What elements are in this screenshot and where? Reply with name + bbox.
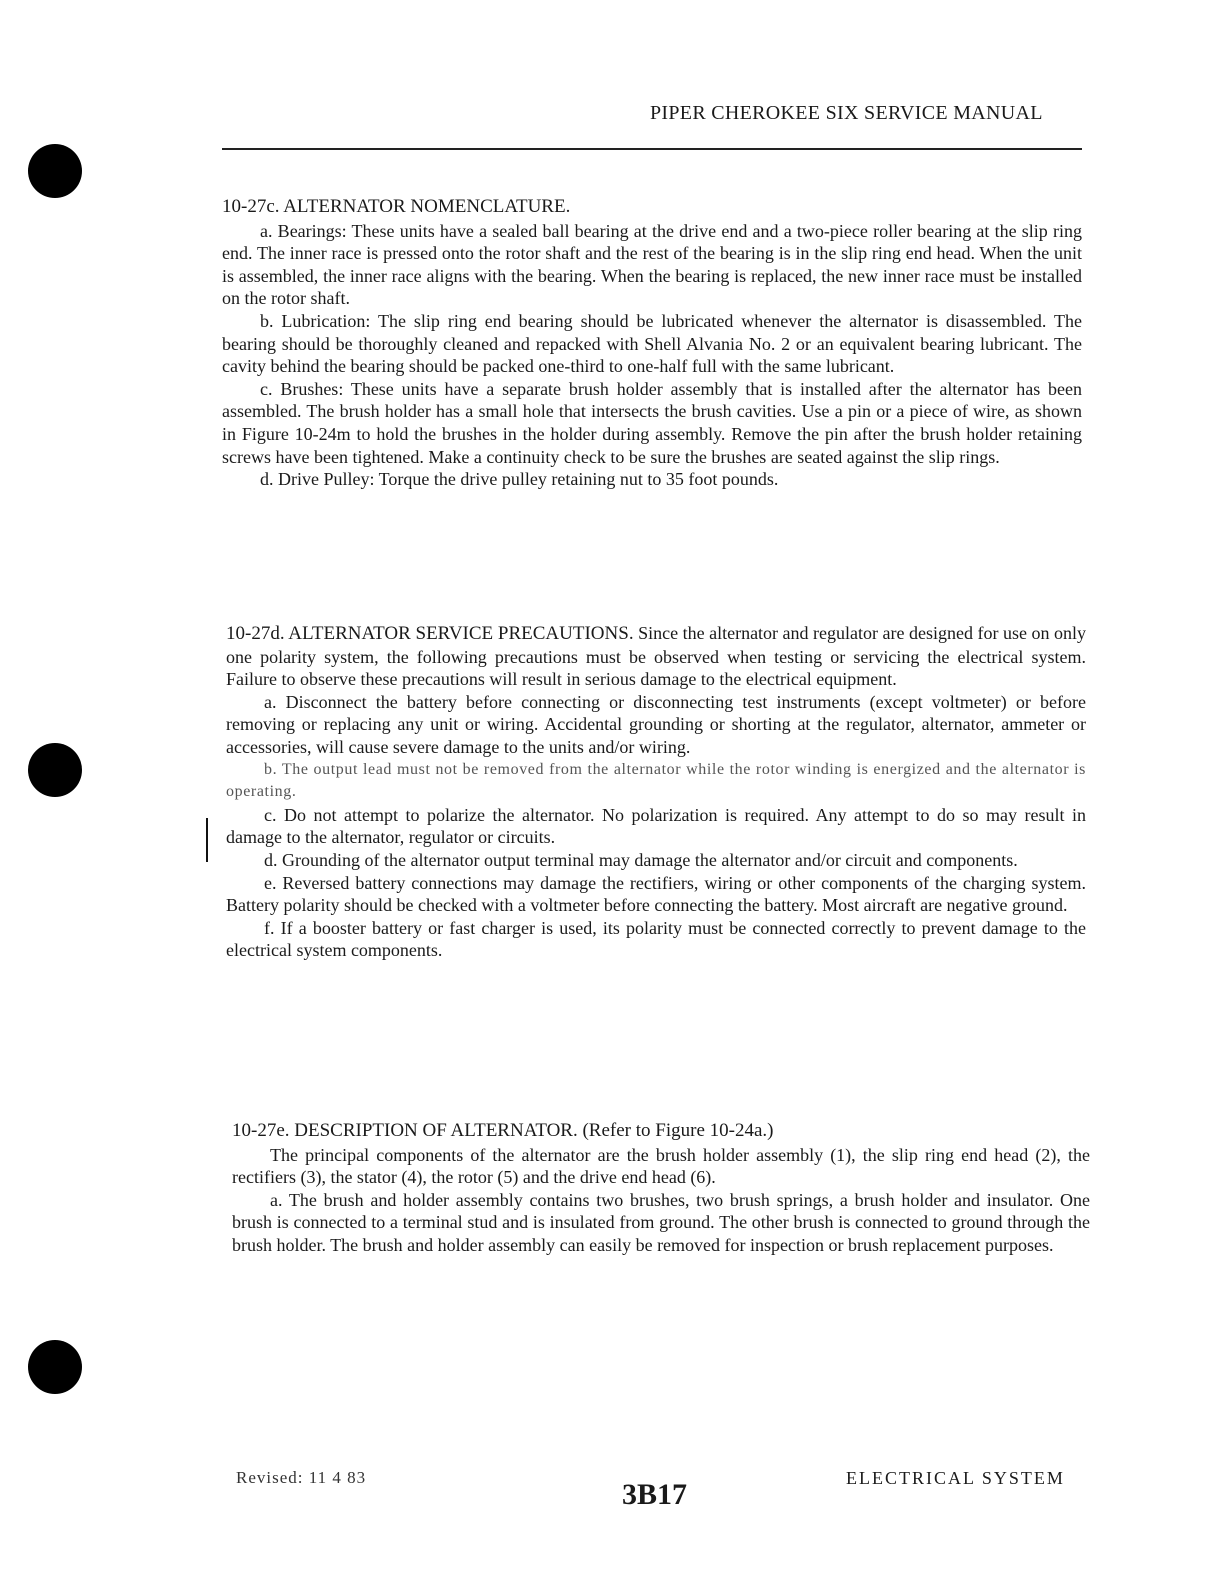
section-name: ELECTRICAL SYSTEM [846,1468,1065,1488]
precaution-c: c. Do not attempt to polarize the alternator. No polarization is required. Any attempt to do so may result in damage to the alternator, regulator or circuits. [226,804,1086,848]
precaution-d: d. Grounding of the alternator output terminal may damage the alternator and/or circuit and components. [264,849,1018,870]
binder-hole-bottom [28,1340,82,1394]
paragraph-lubrication: b. Lubrication: The slip ring end bearing should be lubricated whenever the alternator is disassembled. The bearing should be thoroughly cleaned and repacked with Shell Alvania No. 2 or an equivalent bearing lubricant. The cavity behind the bearing should be packed one-third to one-half full with the same lubricant. [222,310,1082,377]
revision-change-bar [206,818,208,862]
section-alternator-nomenclature [222,196,1082,491]
paragraph-brush-holder-assembly: a. The brush and holder assembly contains two brushes, two brush springs, a brush holder and insulator. One brush is connected to a terminal stud and is insulated from ground. The other brush is connected to ground through the brush holder. The brush and holder assembly can easily be removed for inspection or brush replacement purposes. [232,1189,1090,1255]
header-rule [222,148,1082,150]
section-service-precautions [226,622,1086,962]
paragraph-principal-components: The principal components of the alternator are the brush holder assembly (1), the slip ring end head (2), the rectifiers (3), the stator (4), the rotor (5) and the drive end head (6). [232,1144,1090,1188]
page-code: 3B17 [622,1478,688,1511]
precaution-a: a. Disconnect the battery before connecting or disconnecting test instruments (except voltmeter) or before removing or replacing any unit or wiring. Accidental grounding or shorting at the regulator, alternator, ammeter or accessories, will cause severe damage to the units and/or wiring. [226,691,1086,757]
precaution-b: b. The output lead must not be removed from the alternator while the rotor winding is energized and the alternator is operating. [226,760,1086,801]
paragraph-drive-pulley: d. Drive Pulley: Torque the drive pulley retaining nut to 35 foot pounds. [260,469,779,490]
section-heading: 10-27e. DESCRIPTION OF ALTERNATOR. (Refer to Figure 10-24a.) [232,1120,774,1141]
binder-hole-top [28,144,82,198]
precaution-f: f. If a booster battery or fast charger is used, its polarity must be connected correctly to prevent damage to the electrical system components. [226,917,1086,961]
section-heading: 10-27d. ALTERNATOR SERVICE PRECAUTIONS. [226,623,634,644]
section-intro-text: Since the alternator and regulator are designed for use on only one polarity system, the following precautions must be observed when testing or servicing the electrical system. Failure to observe these precautions will result in serious damage to the electrical equipment. [226,623,1087,690]
manual-title: PIPER CHEROKEE SIX SERVICE MANUAL [650,102,1043,124]
paragraph-bearings: a. Bearings: These units have a sealed ball bearing at the drive end and a two-piece roller bearing at the slip ring end. The inner race is pressed onto the rotor shaft and the rest of the bearing is in the slip ring end head. When the unit is assembled, the inner race aligns with the bearing. When the bearing is replaced, the new inner race must be installed on the rotor shaft. [222,220,1082,309]
binder-hole-middle [28,743,82,797]
section-intro [226,622,1086,691]
revision-date: Revised: 11 4 83 [236,1468,367,1487]
section-heading: 10-27c. ALTERNATOR NOMENCLATURE. [222,196,571,217]
section-description-of-alternator [232,1120,1090,1257]
precaution-e: e. Reversed battery connections may damage the rectifiers, wiring or other components of the charging system. Battery polarity should be checked with a voltmeter before connecting the battery. Most aircraft are negative ground. [226,872,1086,916]
paragraph-brushes: c. Brushes: These units have a separate brush holder assembly that is installed after the alternator has been assembled. The brush holder has a small hole that intersects the brush cavities. Use a pin or a piece of wire, as shown in Figure 10-24m to hold the brushes in the holder during assembly. Remove the pin after the brush holder retaining screws have been tightened. Make a continuity check to be sure the brushes are seated against the slip rings. [222,378,1082,467]
